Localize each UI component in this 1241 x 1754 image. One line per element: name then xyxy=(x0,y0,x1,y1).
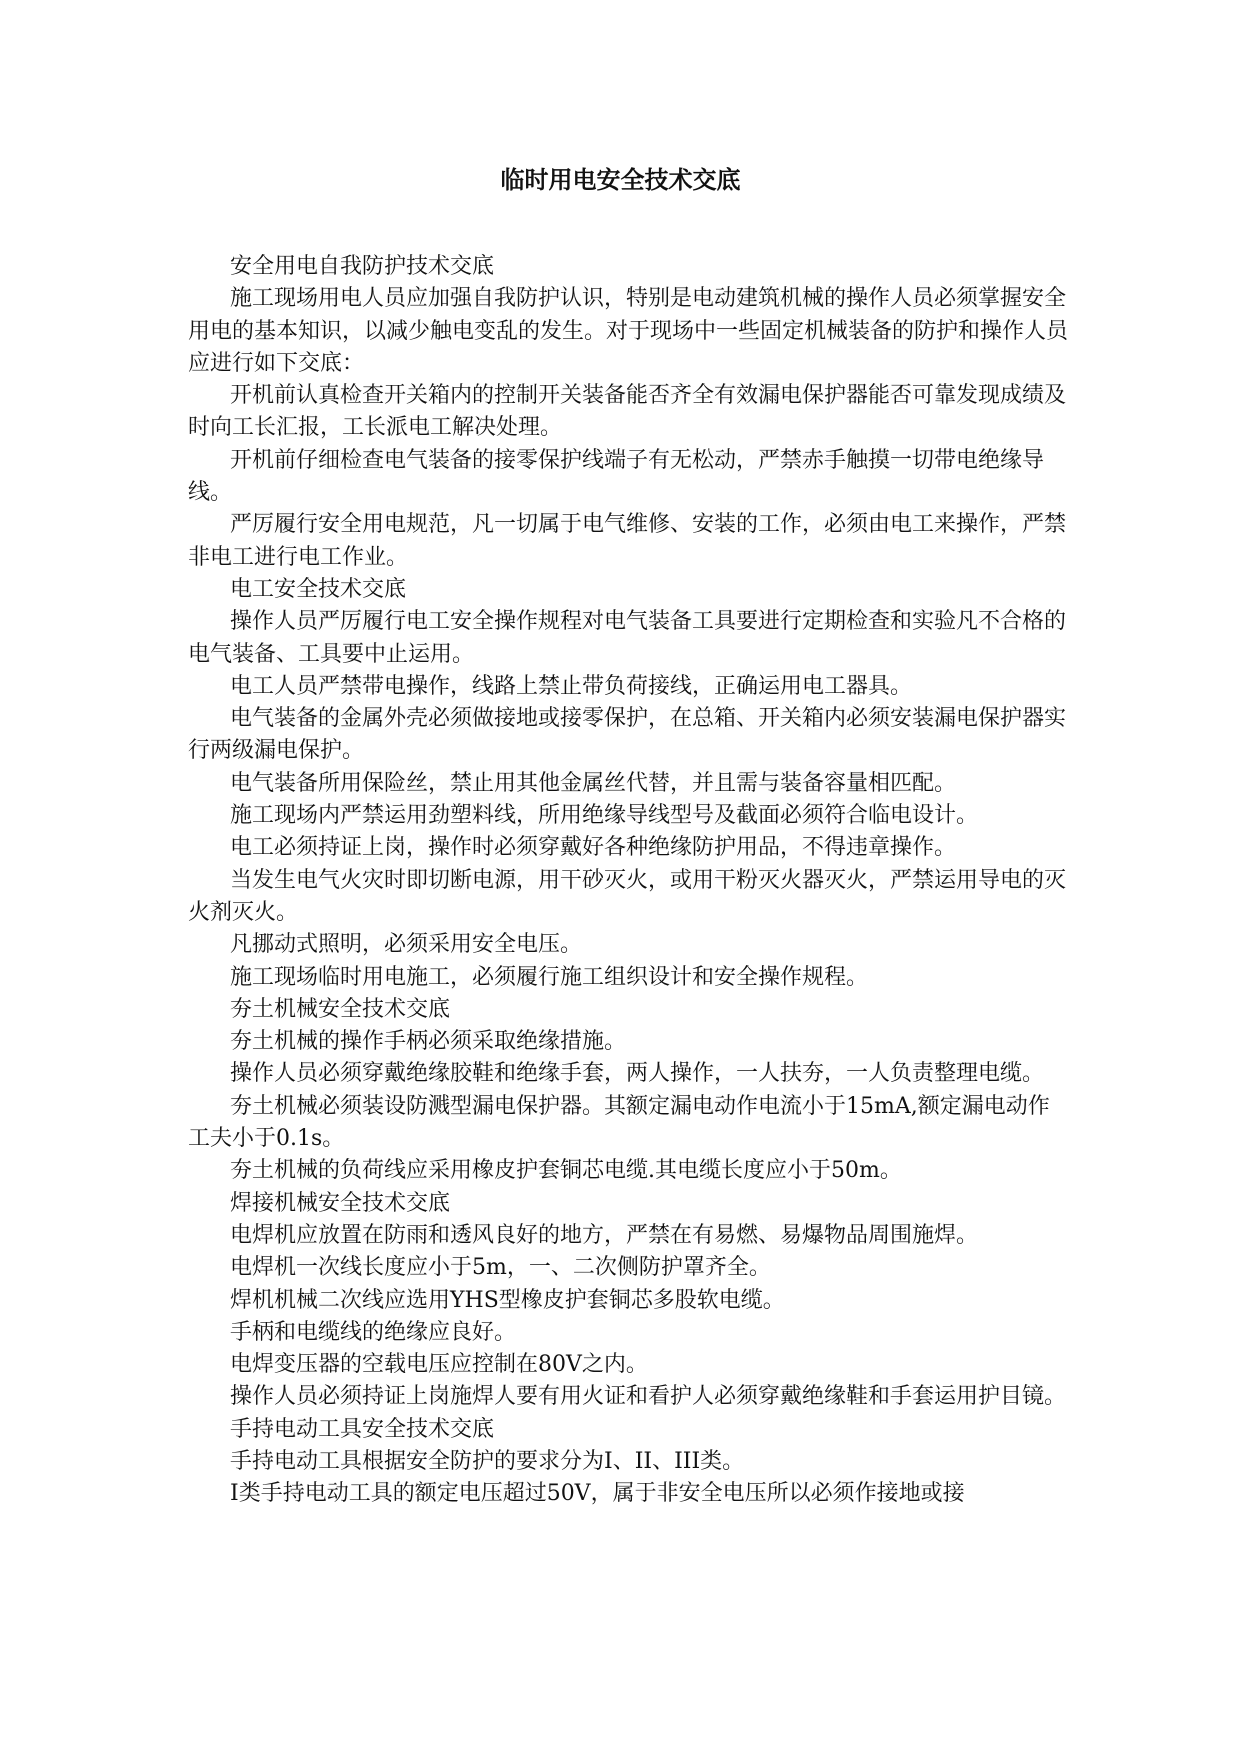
paragraph: 手持电动工具根据安全防护的要求分为I、II、III类。 xyxy=(230,1448,745,1474)
paragraph: 操作人员必须持证上岗施焊人要有用火证和看护人必须穿戴绝缘鞋和手套运用护目镜。 xyxy=(230,1384,1067,1410)
paragraph: 开机前认真检查开关箱内的控制开关装备能否齐全有效漏电保护器能否可靠发现成绩及时向工长汇报，工长派电工解决处理。 xyxy=(188,383,1067,441)
paragraph: 电焊机应放置在防雨和透风良好的地方，严禁在有易燃、易爆物品周围施焊。 xyxy=(230,1222,979,1248)
paragraph: 手持电动工具安全技术交底 xyxy=(230,1416,495,1442)
paragraph: 当发生电气火灾时即切断电源，用干砂灭火，或用干粉灭火器灭火，严禁运用导电的灭火剂灭火。 xyxy=(188,867,1067,925)
paragraph: 严厉履行安全用电规范，凡一切属于电气维修、安装的工作，必须由电工来操作，严禁非电工进行电工作业。 xyxy=(188,512,1067,570)
paragraph: 电工人员严禁带电操作，线路上禁止带负荷接线，正确运用电工器具。 xyxy=(230,673,913,699)
paragraph: 夯土机械的负荷线应采用橡皮护套铜芯电缆.其电缆长度应小于50m。 xyxy=(230,1158,902,1184)
paragraph: 施工现场用电人员应加强自我防护认识，特别是电动建筑机械的操作人员必须掌握安全用电的基本知识，以减少触电变乱的发生。对于现场中一些固定机械装备的防护和操作人员应进行如下交底： xyxy=(188,286,1069,376)
paragraph: 电气装备所用保险丝，禁止用其他金属丝代替，并且需与装备容量相匹配。 xyxy=(230,770,957,796)
paragraph: 电气装备的金属外壳必须做接地或接零保护，在总箱、开关箱内必须安装漏电保护器实行两级漏电保护。 xyxy=(188,706,1067,764)
document-body xyxy=(188,251,1068,1511)
paragraph: 凡挪动式照明，必须采用安全电压。 xyxy=(230,932,583,958)
paragraph: 焊接机械安全技术交底 xyxy=(230,1190,451,1216)
paragraph: 夯土机械必须装设防溅型漏电保护器。其额定漏电动作电流小于15mA,额定漏电动作工夫小于0.1s。 xyxy=(188,1093,1050,1152)
document-title: 临时用电安全技术交底 xyxy=(500,166,741,194)
paragraph: 电工必须持证上岗，操作时必须穿戴好各种绝缘防护用品，不得违章操作。 xyxy=(230,835,957,861)
paragraph: 焊机机械二次线应选用YHS型橡皮护套铜芯多股软电缆。 xyxy=(230,1287,785,1313)
paragraph: 操作人员严厉履行电工安全操作规程对电气装备工具要进行定期检查和实验凡不合格的电气装备、工具要中止运用。 xyxy=(188,609,1067,667)
paragraph: 施工现场临时用电施工，必须履行施工组织设计和安全操作规程。 xyxy=(230,964,869,990)
paragraph: 电工安全技术交底 xyxy=(230,576,407,602)
paragraph: 施工现场内严禁运用劲塑料线，所用绝缘导线型号及截面必须符合临电设计。 xyxy=(230,803,979,829)
paragraph: 安全用电自我防护技术交底 xyxy=(230,254,495,279)
paragraph: I类手持电动工具的额定电压超过50V，属于非安全电压所以必须作接地或接 xyxy=(230,1481,965,1507)
paragraph: 电焊变压器的空载电压应控制在80V之内。 xyxy=(230,1352,648,1378)
paragraph: 手柄和电缆线的绝缘应良好。 xyxy=(230,1319,517,1345)
paragraph: 开机前仔细检查电气装备的接零保护线端子有无松动，严禁赤手触摸一切带电绝缘导线。 xyxy=(188,447,1045,506)
paragraph: 夯土机械的操作手柄必须采取绝缘措施。 xyxy=(230,1029,627,1055)
paragraph: 夯土机械安全技术交底 xyxy=(230,996,451,1022)
paragraph: 操作人员必须穿戴绝缘胶鞋和绝缘手套，两人操作，一人扶夯，一人负责整理电缆。 xyxy=(230,1061,1045,1087)
paragraph: 电焊机一次线长度应小于5m，一、二次侧防护罩齐全。 xyxy=(230,1255,771,1281)
